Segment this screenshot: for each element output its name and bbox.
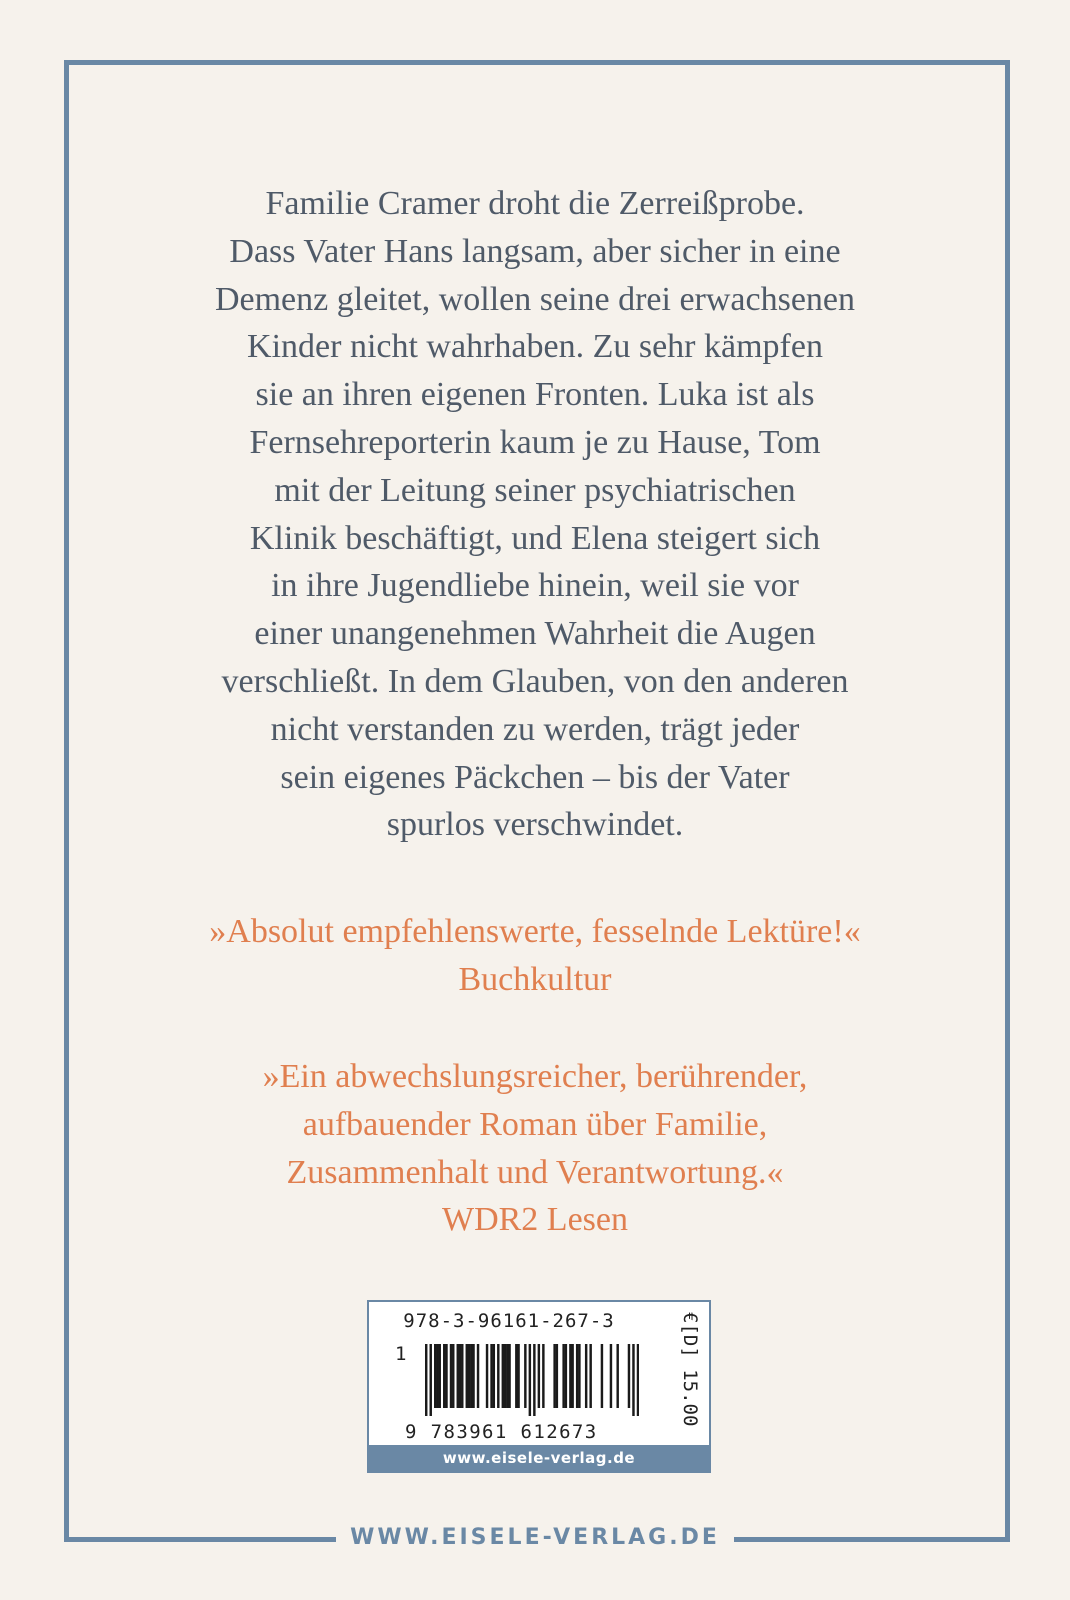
barcode-bar — [439, 1344, 441, 1408]
blurb-line: Kinder nicht wahrhaben. Zu sehr kämpfen — [247, 328, 823, 366]
barcode-bar — [628, 1344, 630, 1408]
barcode-bar — [533, 1344, 535, 1416]
barcode-bar — [443, 1344, 445, 1408]
barcode-bar — [569, 1344, 571, 1408]
barcode-bar — [461, 1344, 463, 1408]
blurb-line: spurlos verschwindet. — [386, 806, 684, 844]
blurb-line: Fernsehreporterin kaum je zu Hause, Tom — [249, 423, 821, 461]
blurb-line: Familie Cramer droht die Zerreißprobe. — [265, 185, 805, 222]
barcode-bar — [515, 1344, 517, 1408]
review-quote-wdr2 — [140, 1053, 930, 1244]
barcode-bar — [529, 1344, 531, 1416]
barcode-bar — [468, 1344, 470, 1408]
blurb-line: Klinik beschäftigt, und Elena steigert sich — [249, 519, 821, 557]
barcode-bar — [506, 1344, 508, 1408]
barcode-bar — [445, 1344, 447, 1408]
blurb-line: sein eigenes Päckchen – bis der Vater — [280, 758, 790, 796]
blurb-line: nicht verstanden zu werden, trägt jeder — [270, 710, 800, 748]
barcode-bar — [524, 1344, 526, 1408]
barcode-bars — [425, 1344, 639, 1416]
blurb-line: mit der Leitung seiner psychiatrischen — [274, 471, 796, 509]
barcode-bar — [542, 1344, 544, 1408]
barcode-bar — [430, 1344, 432, 1416]
barcode-bar — [508, 1344, 510, 1408]
barcode-bar — [601, 1344, 603, 1408]
isbn-barcode-box — [367, 1300, 711, 1473]
footer-website-text: WWW.EISELE-VERLAG.DE — [336, 1523, 734, 1553]
barcode-bar — [493, 1344, 495, 1408]
price-tag — [675, 1312, 705, 1432]
barcode-bar — [434, 1344, 436, 1408]
barcode-bar — [425, 1344, 427, 1416]
barcode-bar — [436, 1344, 438, 1408]
barcode-bar — [616, 1344, 618, 1408]
blurb-line: einer unangenehmen Wahrheit die Augen — [254, 615, 816, 653]
book-blurb — [140, 180, 930, 849]
barcode-bar — [556, 1344, 558, 1408]
barcode-bar — [632, 1344, 634, 1416]
blurb-line: Demenz gleitet, wollen seine drei erwachsenen — [214, 280, 856, 318]
barcode-bar — [517, 1344, 519, 1408]
quote-source: Buchkultur — [458, 960, 612, 998]
quote-source: WDR2 Lesen — [441, 1201, 628, 1239]
barcode-bar — [490, 1344, 492, 1408]
barcode-bar — [610, 1344, 612, 1408]
barcode-bar — [562, 1344, 564, 1408]
barcode-bar — [571, 1344, 573, 1408]
barcode-digits: 9 783961 612673 — [405, 1421, 598, 1443]
blurb-line: sie an ihren eigenen Fronten. Luka ist als — [255, 376, 815, 414]
blurb-line: verschließt. In dem Glauben, von den anderen — [221, 662, 849, 700]
barcode-bar — [576, 1344, 578, 1408]
barcode-bar — [477, 1344, 479, 1408]
isbn-number: 978-3-96161-267-3 — [403, 1310, 615, 1332]
barcode-bar — [450, 1344, 452, 1408]
quote-line: »Ein abwechslungsreicher, berührender, — [262, 1058, 808, 1095]
barcode-bar — [589, 1344, 591, 1408]
review-quote-buchkultur — [140, 908, 930, 1004]
blurb-line: Dass Vater Hans langsam, aber sicher in eine — [229, 232, 841, 270]
barcode-bar — [457, 1344, 459, 1408]
barcode-bar — [470, 1344, 472, 1408]
barcode-bar — [486, 1344, 488, 1408]
barcode-bar — [578, 1344, 580, 1408]
quote-line: aufbauender Roman über Familie, — [302, 1105, 768, 1143]
blurb-line: in ihre Jugendliebe hinein, weil sie vor — [271, 567, 799, 605]
barcode-bar — [472, 1344, 474, 1408]
barcode-bar — [553, 1344, 555, 1408]
barcode-bar — [585, 1344, 587, 1408]
barcode-bar — [565, 1344, 567, 1408]
barcode-bar — [504, 1344, 506, 1408]
barcode-url: www.eisele-verlag.de — [369, 1445, 709, 1471]
barcode-bar — [466, 1344, 468, 1408]
barcode-bar — [459, 1344, 461, 1408]
barcode-bar — [637, 1344, 639, 1416]
quote-line: »Absolut empfehlenswerte, fesselnde Lektüre!« — [209, 913, 861, 950]
barcode-lead-digit: 1 — [395, 1343, 407, 1365]
barcode-bar — [538, 1344, 540, 1408]
footer-website — [0, 1523, 1070, 1553]
price-text: €[D] 15.00 — [679, 1312, 701, 1427]
quote-line: Zusammenhalt und Verantwortung.« — [286, 1153, 784, 1191]
barcode-bar — [502, 1344, 504, 1408]
barcode-bar — [497, 1344, 499, 1408]
barcode-bar — [452, 1344, 454, 1408]
